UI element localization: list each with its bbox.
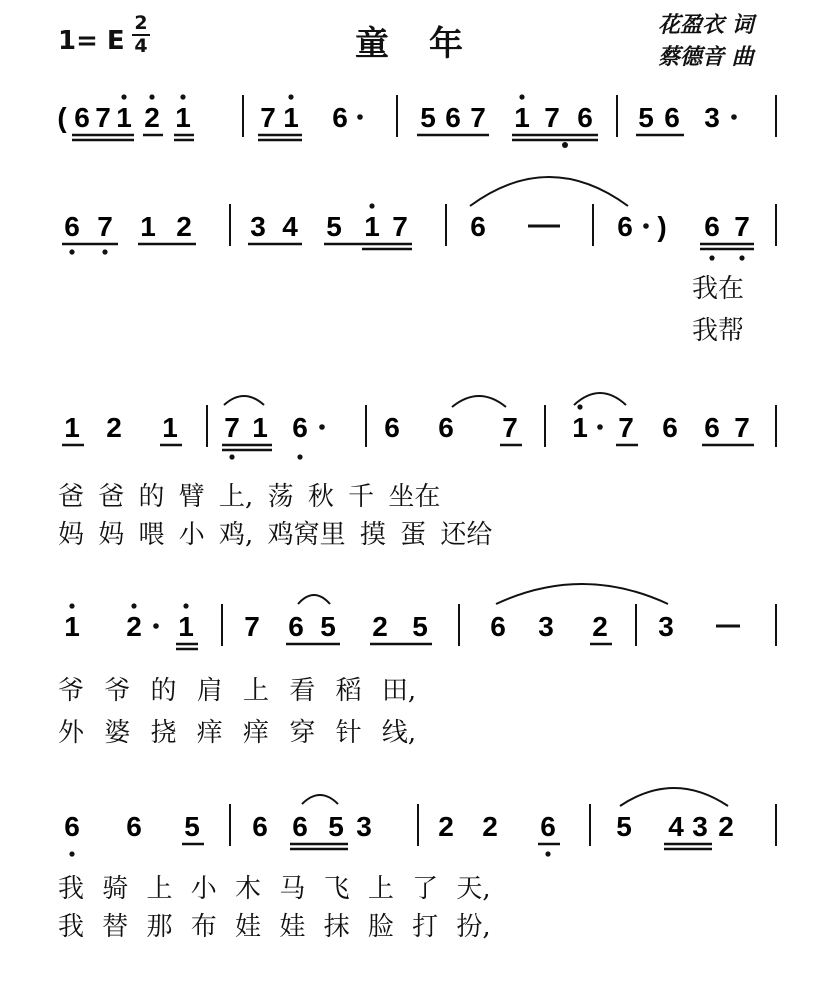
note: 6 (64, 811, 80, 842)
parenthesis: ) (657, 211, 667, 242)
note: 6 (438, 412, 454, 443)
note: 2 (718, 811, 734, 842)
low-octave-dot (229, 454, 234, 459)
note: 1 (514, 102, 530, 133)
duration-dot (597, 424, 603, 430)
accent-mark (562, 142, 568, 148)
note: 2 (482, 811, 498, 842)
slur (574, 393, 626, 405)
lyric-row5-verse1: 我 骑 上 小 木 马 飞 上 了 天, (58, 874, 491, 904)
note: 3 (658, 611, 674, 642)
lyric-row3-verse1: 爸 爸 的 臂 上, 荡 秋 千 坐在 (58, 482, 441, 512)
note: 6 (64, 211, 80, 242)
note: 4 (282, 211, 298, 242)
note: 6 (662, 412, 678, 443)
slur (302, 795, 338, 804)
parenthesis: ( (57, 102, 67, 133)
note: 5 (184, 811, 200, 842)
slur (224, 396, 264, 405)
high-octave-dot (131, 603, 136, 608)
slur (452, 396, 506, 407)
note: 3 (692, 811, 708, 842)
slur (496, 584, 668, 604)
note: 1 (64, 412, 80, 443)
low-octave-dot (545, 851, 550, 856)
note: 6 (292, 412, 308, 443)
low-octave-dot (297, 454, 302, 459)
slur (470, 177, 628, 206)
note: 1 (252, 412, 268, 443)
lyric-row3-verse2: 妈 妈 喂 小 鸡, 鸡窝里 摸 蛋 还给 (58, 520, 493, 550)
low-octave-dot (102, 249, 107, 254)
note: 2 (176, 211, 192, 242)
lyric-row4-verse2: 外 婆 挠 痒 痒 穿 针 线, (58, 718, 417, 748)
note: 5 (638, 102, 654, 133)
note: 5 (328, 811, 344, 842)
duration-dot (731, 114, 737, 120)
low-octave-dot (709, 255, 714, 260)
note: 7 (95, 102, 111, 133)
high-octave-dot (519, 94, 524, 99)
key-signature: 1= E (58, 26, 125, 56)
note: 6 (445, 102, 461, 133)
note: 1 (572, 412, 588, 443)
note: 1 (175, 102, 191, 133)
note: 1 (364, 211, 380, 242)
note: 3 (250, 211, 266, 242)
note: 2 (126, 611, 142, 642)
song-title: 童年 (355, 24, 503, 64)
high-octave-dot (369, 203, 374, 208)
note: 5 (412, 611, 428, 642)
note: 1 (64, 611, 80, 642)
lyric-row2-verse2: 我帮 (692, 316, 745, 346)
note: 6 (540, 811, 556, 842)
note: 2 (438, 811, 454, 842)
note: 1 (178, 611, 194, 642)
note: 5 (320, 611, 336, 642)
note: 6 (126, 811, 142, 842)
note: 4 (668, 811, 684, 842)
high-octave-dot (183, 603, 188, 608)
note: 6 (288, 611, 304, 642)
note: 5 (420, 102, 436, 133)
note: 3 (538, 611, 554, 642)
lyricist-credit: 花盈衣 词 (658, 12, 754, 38)
note: 2 (592, 611, 608, 642)
note: 2 (372, 611, 388, 642)
note: 6 (292, 811, 308, 842)
note: 6 (704, 412, 720, 443)
high-octave-dot (288, 94, 293, 99)
note: 1 (140, 211, 156, 242)
note: 7 (544, 102, 560, 133)
note: 6 (664, 102, 680, 133)
note: 6 (470, 211, 486, 242)
duration-dot (319, 424, 325, 430)
duration-dot (643, 223, 649, 229)
note: 7 (244, 611, 260, 642)
note: 6 (490, 611, 506, 642)
high-octave-dot (180, 94, 185, 99)
high-octave-dot (577, 404, 582, 409)
note: 2 (106, 412, 122, 443)
note: 3 (356, 811, 372, 842)
time-signature-top: 2 (134, 12, 148, 34)
note: 6 (384, 412, 400, 443)
low-octave-dot (69, 249, 74, 254)
note: 7 (97, 211, 113, 242)
low-octave-dot (69, 851, 74, 856)
duration-dot (153, 623, 159, 629)
note: 2 (144, 102, 160, 133)
note: 6 (704, 211, 720, 242)
note: 7 (260, 102, 276, 133)
note: 3 (704, 102, 720, 133)
high-octave-dot (121, 94, 126, 99)
lyric-row5-verse2: 我 替 那 布 娃 娃 抹 脸 打 扮, (58, 912, 491, 942)
note: 7 (734, 412, 750, 443)
high-octave-dot (149, 94, 154, 99)
high-octave-dot (69, 603, 74, 608)
composer-credit: 蔡德音 曲 (658, 44, 754, 70)
lyric-row4-verse1: 爷 爷 的 肩 上 看 稻 田, (58, 676, 417, 706)
time-signature-bottom: 4 (134, 35, 148, 57)
slur (298, 595, 330, 604)
note: 7 (470, 102, 486, 133)
slur (620, 788, 728, 806)
note: 1 (283, 102, 299, 133)
low-octave-dot (739, 255, 744, 260)
note: 7 (502, 412, 518, 443)
duration-dot (357, 114, 363, 120)
note: 5 (616, 811, 632, 842)
note: 7 (734, 211, 750, 242)
note: 1 (116, 102, 132, 133)
note: 1 (162, 412, 178, 443)
note: 6 (74, 102, 90, 133)
lyric-row2-verse1: 我在 (692, 274, 745, 304)
note: 7 (392, 211, 408, 242)
note: 6 (252, 811, 268, 842)
note: 7 (618, 412, 634, 443)
note: 6 (332, 102, 348, 133)
note: 6 (617, 211, 633, 242)
note: 6 (577, 102, 593, 133)
note: 5 (326, 211, 342, 242)
note: 7 (224, 412, 240, 443)
